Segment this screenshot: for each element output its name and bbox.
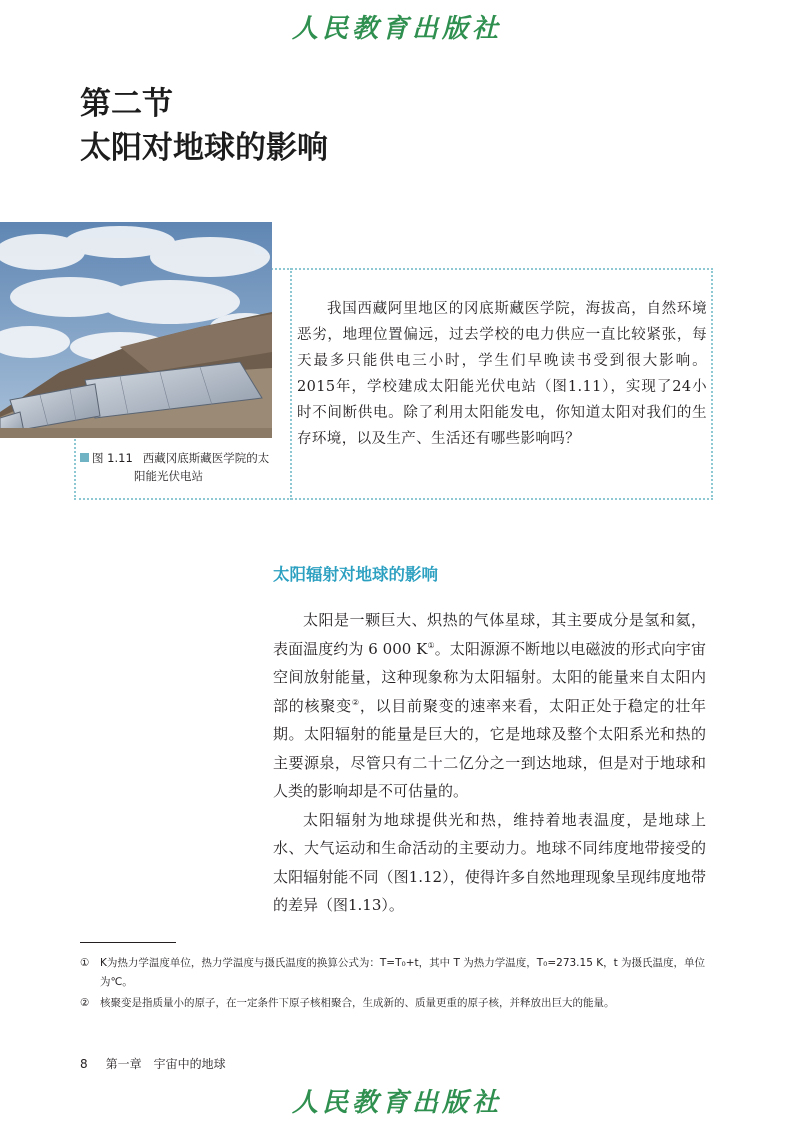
chapter-label: 第一章 <box>105 1057 142 1071</box>
footnote-2 <box>80 994 716 1013</box>
footnote-ref-2[interactable]: ② <box>351 697 360 707</box>
publisher-watermark-top: 人民教育出版社 <box>291 14 502 44</box>
caption-marker-square <box>80 453 89 462</box>
footnote-1 <box>80 954 716 992</box>
page-number: 8 <box>80 1057 88 1071</box>
figure-caption <box>80 449 280 485</box>
publisher-watermark-bottom: 人民教育出版社 <box>291 1088 502 1118</box>
paragraph-1-part-c: ，以目前聚变的速率来看，太阳正处于稳定的壮年期。太阳辐射的能量是巨大的，它是地球及整个太阳系光和热的主要源泉，尽管只有二十二亿分之一到达地球，但是对于地球和人类的影响却是不可估量的。 <box>273 696 706 800</box>
caption-line-1: 西藏冈底斯藏医学院的太 <box>142 451 270 465</box>
page-title: 太阳对地球的影响 <box>80 130 328 166</box>
page-footer <box>80 1055 226 1072</box>
section-number-heading: 第二节 <box>80 86 173 122</box>
body-text <box>273 606 706 920</box>
footnotes <box>80 954 716 1015</box>
footnote-ref-1[interactable]: ① <box>427 640 435 650</box>
paragraph-2: 太阳辐射为地球提供光和热，维持着地表温度，是地球上水、大气运动和生命活动的主要动力。地球不同纬度地带接受的太阳辐射能不同（图1.12），使得许多自然地理现象呈现纬度地带的差异（图1.13）。 <box>273 810 706 914</box>
figure-number: 图 1.11 <box>92 451 133 465</box>
footnote-1-mark: ① <box>80 957 90 969</box>
chapter-title: 宇宙中的地球 <box>153 1057 226 1071</box>
paragraph-1-part-b: 。太阳源源不断地以电磁波的形式向宇宙空间放射能量，这种现象称为太阳辐射。太阳的能量来自太阳内部的核聚变 <box>273 639 706 715</box>
footnote-divider <box>80 942 176 943</box>
paragraph-1-part-a: 太阳是一颗巨大、炽热的气体星球，其主要成分是氢和氦，表面温度约为 6 000 K <box>273 611 706 658</box>
footnote-1-text: K为热力学温度单位，热力学温度与摄氏温度的换算公式为：T=T₀+t，其中 T 为热力学温度，T₀=273.15 K，t 为摄氏温度，单位为℃。 <box>100 957 706 988</box>
footnote-2-mark: ② <box>80 997 90 1009</box>
intro-paragraph: 我国西藏阿里地区的冈底斯藏医学院，海拔高，自然环境恶劣，地理位置偏远，过去学校的电力供应一直比较紧张，每天最多只能供电三小时，学生们早晚读书受到很大影响。2015年，学校建成太阳能光伏电站（图1.11），实现了24小时不间断供电。除了利用太阳能发电，你知道太阳对我们的生存环境，以及生产、生活还有哪些影响吗？ <box>297 301 707 447</box>
caption-line-2: 阳能光伏电站 <box>134 469 203 483</box>
solar-power-station-photo <box>0 222 272 438</box>
paragraph-1 <box>273 606 706 806</box>
section-heading: 太阳辐射对地球的影响 <box>273 565 438 584</box>
footnote-2-text: 核聚变是指质量小的原子，在一定条件下原子核相聚合，生成新的、质量更重的原子核，并释放出巨大的能量。 <box>100 997 615 1009</box>
